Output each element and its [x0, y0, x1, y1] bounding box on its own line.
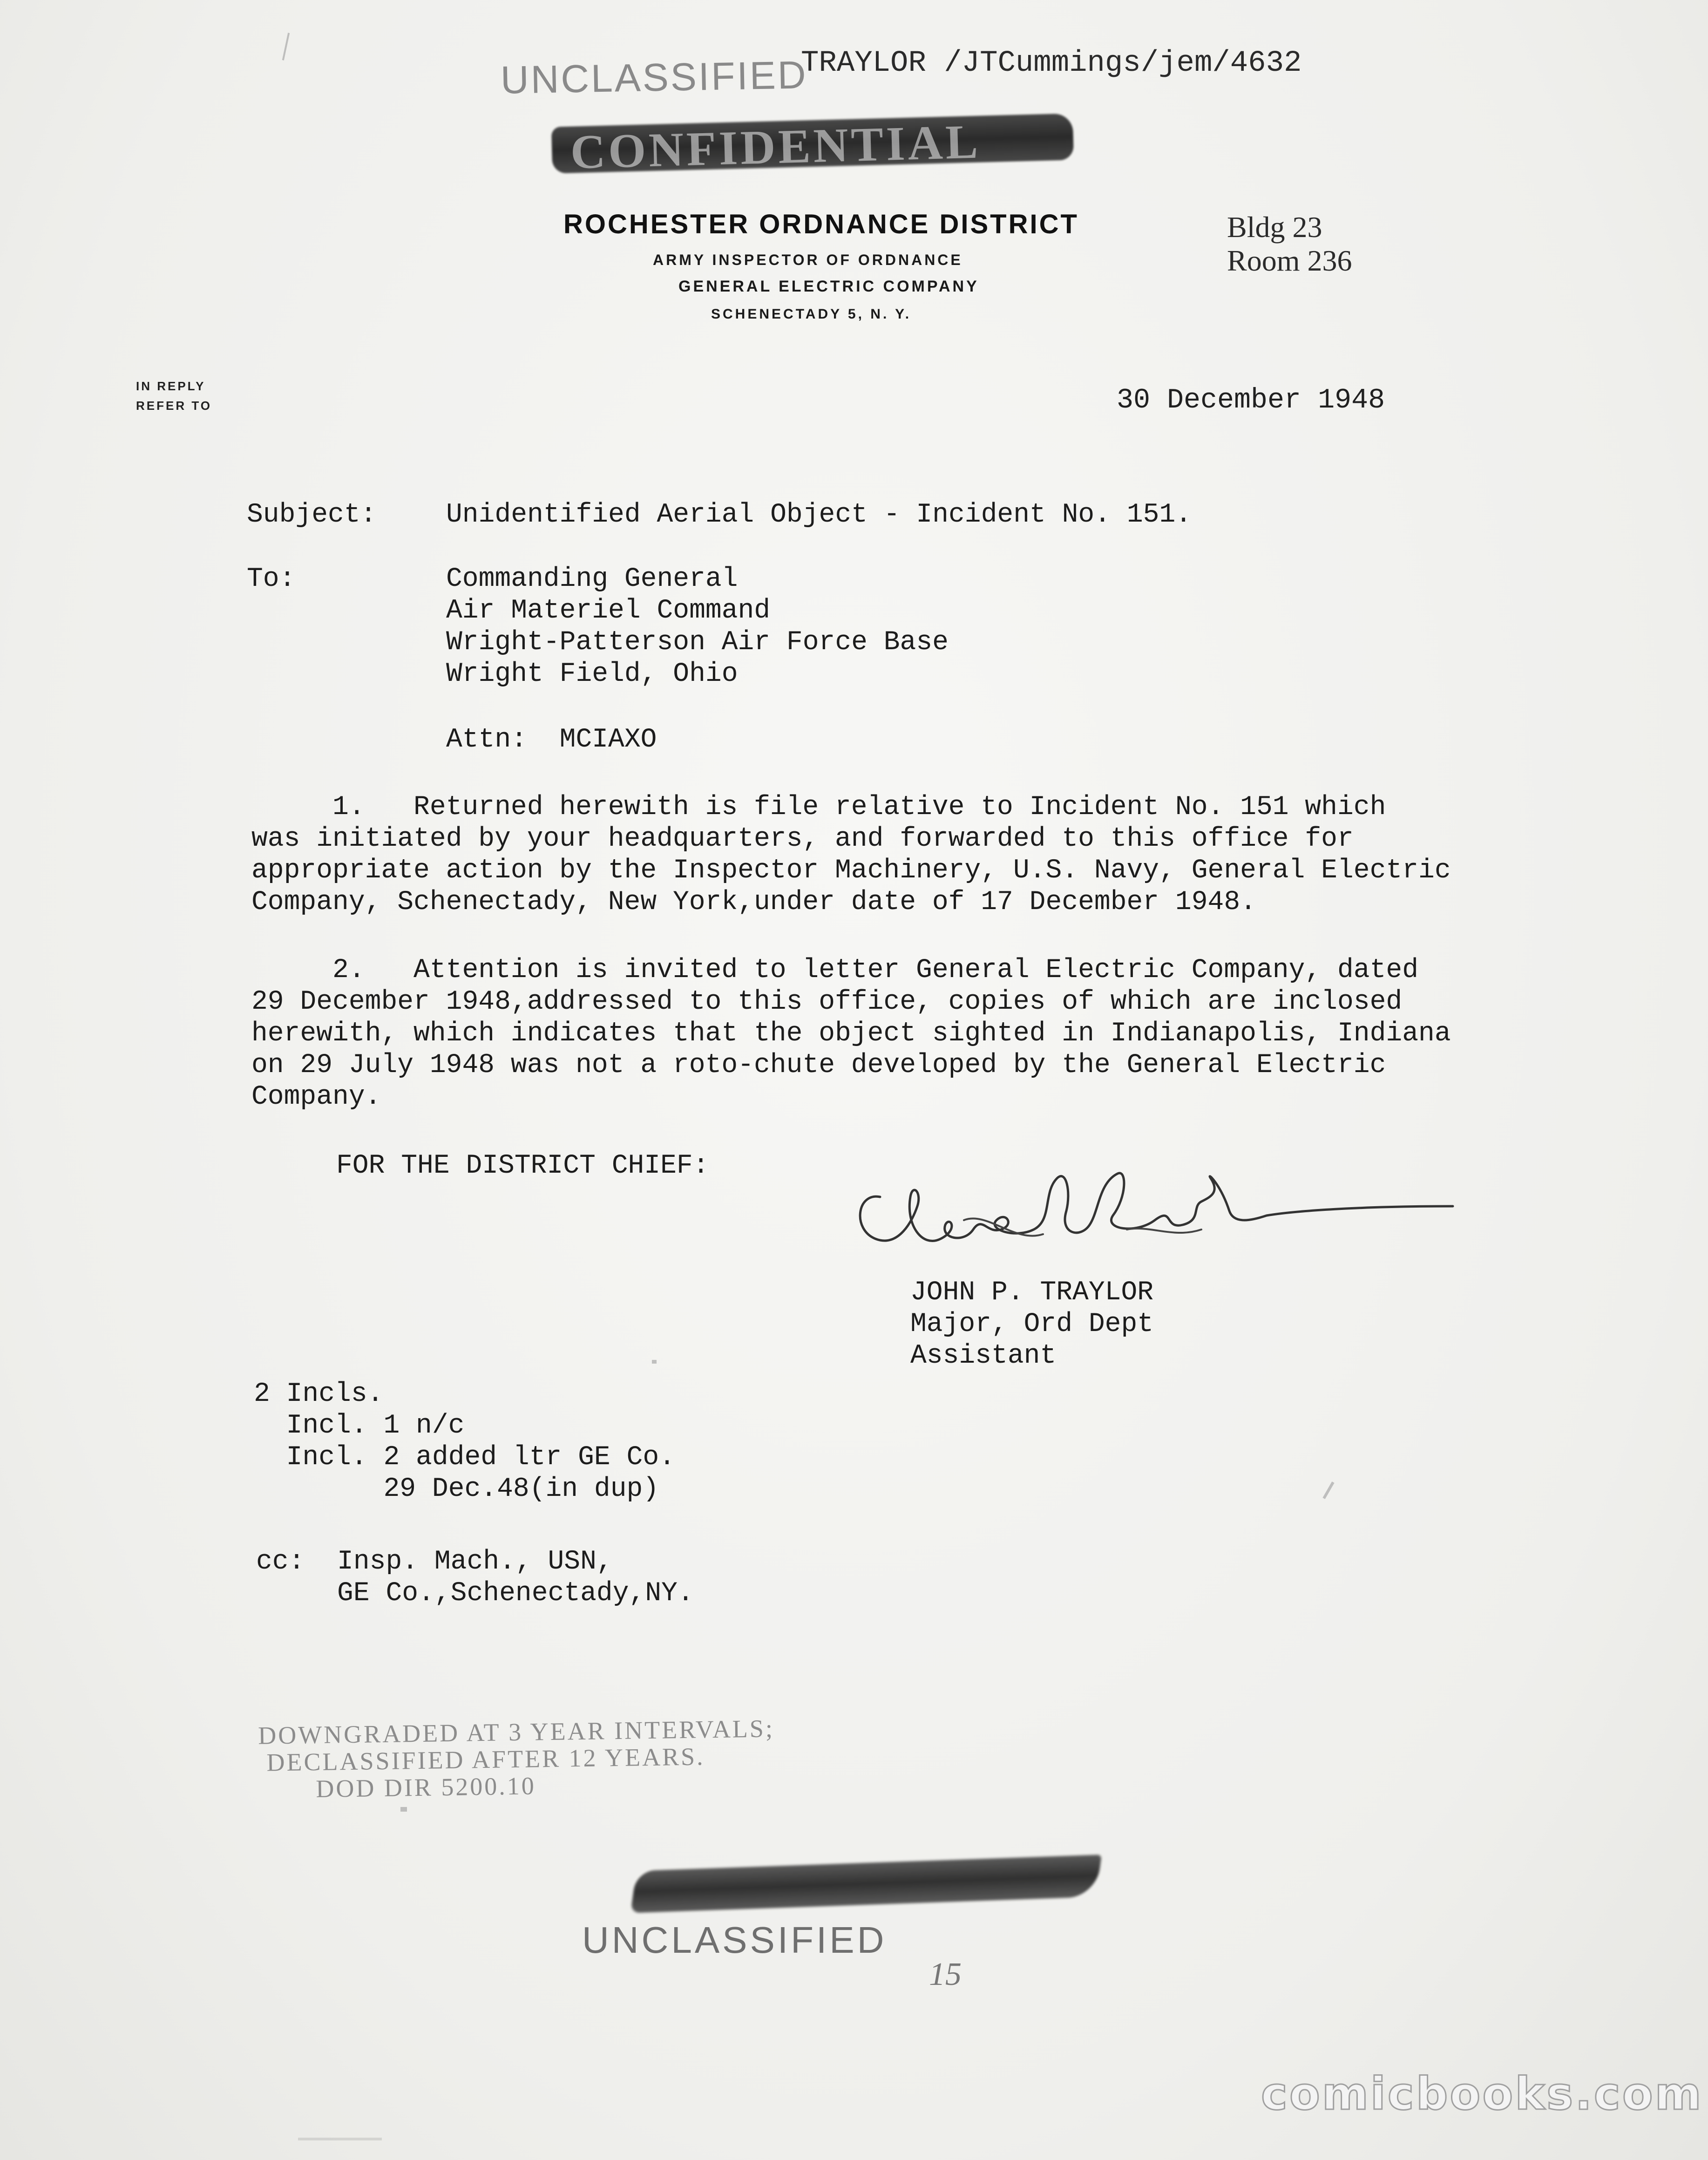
letterhead-line-2: GENERAL ELECTRIC COMPANY — [678, 278, 979, 295]
downgrade-line: DOWNGRADED AT 3 YEAR INTERVALS; — [258, 1714, 775, 1750]
downgrade-line: DECLASSIFIED AFTER 12 YEARS. — [258, 1742, 705, 1777]
cc-line: cc: Insp. Mach., USN, — [256, 1547, 613, 1577]
signer-rank: Major, Ord Dept — [910, 1309, 1154, 1339]
inclosure-line: Incl. 2 added ltr GE Co. — [254, 1442, 675, 1473]
classification-stamp-bottom: UNCLASSIFIED — [582, 1919, 887, 1961]
page-number: 15 — [929, 1956, 962, 1992]
stray-mark — [298, 2138, 382, 2140]
stray-mark — [400, 1807, 407, 1812]
site-watermark: comicbooks.com — [1261, 2068, 1703, 2120]
reply-label — [136, 376, 212, 415]
addressee-line: Commanding General — [446, 564, 738, 594]
building: Bldg 23 — [1227, 211, 1322, 244]
addressee-line: Wright Field, Ohio — [446, 659, 738, 689]
reply-label-line-1: IN REPLY — [136, 379, 206, 393]
signature-image — [847, 1164, 1462, 1285]
letterhead-line-1: ARMY INSPECTOR OF ORDNANCE — [653, 251, 963, 268]
stray-mark — [652, 1360, 657, 1364]
paragraph-line: herewith, which indicates that the object sighted in Indianapolis, Indiana — [251, 1019, 1451, 1049]
attention-line: Attn: MCIAXO — [446, 725, 657, 755]
paragraph-line: 2. Attention is invited to letter General Electric Company, dated — [251, 955, 1419, 985]
downgrade-line: DOD DIR 5200.10 — [258, 1772, 536, 1804]
to-label: To: — [247, 564, 296, 594]
confidential-stamp-text: CONFIDENTIAL — [569, 115, 982, 179]
stray-mark — [282, 33, 290, 61]
inclosure-line: Incl. 1 n/c — [254, 1411, 465, 1441]
signature-block — [910, 1277, 1153, 1372]
closing-line: FOR THE DISTRICT CHIEF: — [336, 1151, 709, 1181]
building-room — [1227, 211, 1352, 278]
paragraph-line: appropriate action by the Inspector Machinery, U.S. Navy, General Electric — [251, 856, 1451, 886]
letter-date: 30 December 1948 — [1117, 385, 1385, 416]
paragraph-line: Company, Schenectady, New York,under date of 17 December 1948. — [251, 887, 1256, 917]
signer-name: JOHN P. TRAYLOR — [910, 1277, 1154, 1308]
paragraph-line: 29 December 1948,addressed to this office, copies of which are inclosed — [251, 987, 1403, 1017]
signer-title: Assistant — [910, 1341, 1057, 1371]
letterhead-title: ROCHESTER ORDNANCE DISTRICT — [563, 209, 1079, 239]
inclosure-line: 2 Incls. — [254, 1379, 384, 1409]
room: Room 236 — [1227, 244, 1352, 277]
paragraph-line: was initiated by your headquarters, and forwarded to this office for — [251, 824, 1354, 854]
stray-mark — [1322, 1481, 1334, 1499]
addressee-block — [446, 564, 949, 690]
inclosure-line: 29 Dec.48(in dup) — [254, 1474, 659, 1504]
downgrade-stamp — [258, 1715, 775, 1803]
paragraph-line: 1. Returned herewith is file relative to Incident No. 151 which — [251, 792, 1386, 822]
letterhead-line-3: SCHENECTADY 5, N. Y. — [711, 306, 912, 322]
redaction-smear-bottom — [633, 1849, 1108, 1914]
addressee-line: Wright-Patterson Air Force Base — [446, 627, 949, 658]
subject-label: Subject: — [247, 500, 377, 530]
paragraph-2 — [251, 955, 1451, 1113]
paragraph-line: Company. — [251, 1082, 381, 1112]
reply-label-line-2: REFER TO — [136, 399, 212, 413]
paragraph-line: on 29 July 1948 was not a roto-chute developed by the General Electric — [251, 1050, 1386, 1080]
cc-line: GE Co.,Schenectady,NY. — [256, 1578, 694, 1609]
classification-stamp-top: UNCLASSIFIED — [500, 53, 808, 102]
confidential-stamp — [552, 106, 1073, 179]
stamp-smear — [630, 1854, 1102, 1913]
addressee-line: Air Materiel Command — [446, 596, 771, 626]
inclosures-block — [254, 1379, 675, 1505]
reference-line: TRAYLOR /JTCummings/jem/4632 — [801, 47, 1302, 80]
paragraph-1 — [251, 792, 1451, 918]
subject-text: Unidentified Aerial Object - Incident No. 151. — [446, 500, 1192, 530]
cc-block — [256, 1546, 694, 1610]
